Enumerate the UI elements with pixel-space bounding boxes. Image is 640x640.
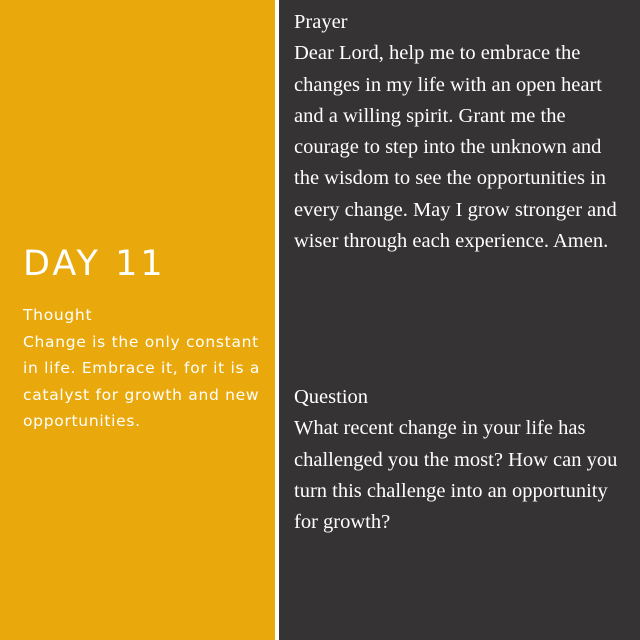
thought-section: [23, 302, 263, 435]
thought-heading: Thought: [23, 306, 93, 324]
prayer-text: Dear Lord, help me to embrace the changes in my life with an open heart and a willing spirit. Grant me the courage to step into the unknown and the wisdom to see the opportunities in every change. May I grow stronger and wiser through each experience. Amen.: [294, 42, 617, 253]
left-panel: [0, 0, 275, 640]
question-heading: Question: [294, 386, 369, 408]
day-title: DAY 11: [23, 244, 166, 284]
question-section: [294, 382, 630, 538]
prayer-section: [294, 7, 630, 257]
prayer-heading: Prayer: [294, 11, 348, 33]
question-text: What recent change in your life has challenged you the most? How can you turn this challenge into an opportunity for growth?: [294, 417, 618, 534]
thought-text: Change is the only constant in life. Embrace it, for it is a catalyst for growth and new opportunities.: [23, 332, 261, 430]
